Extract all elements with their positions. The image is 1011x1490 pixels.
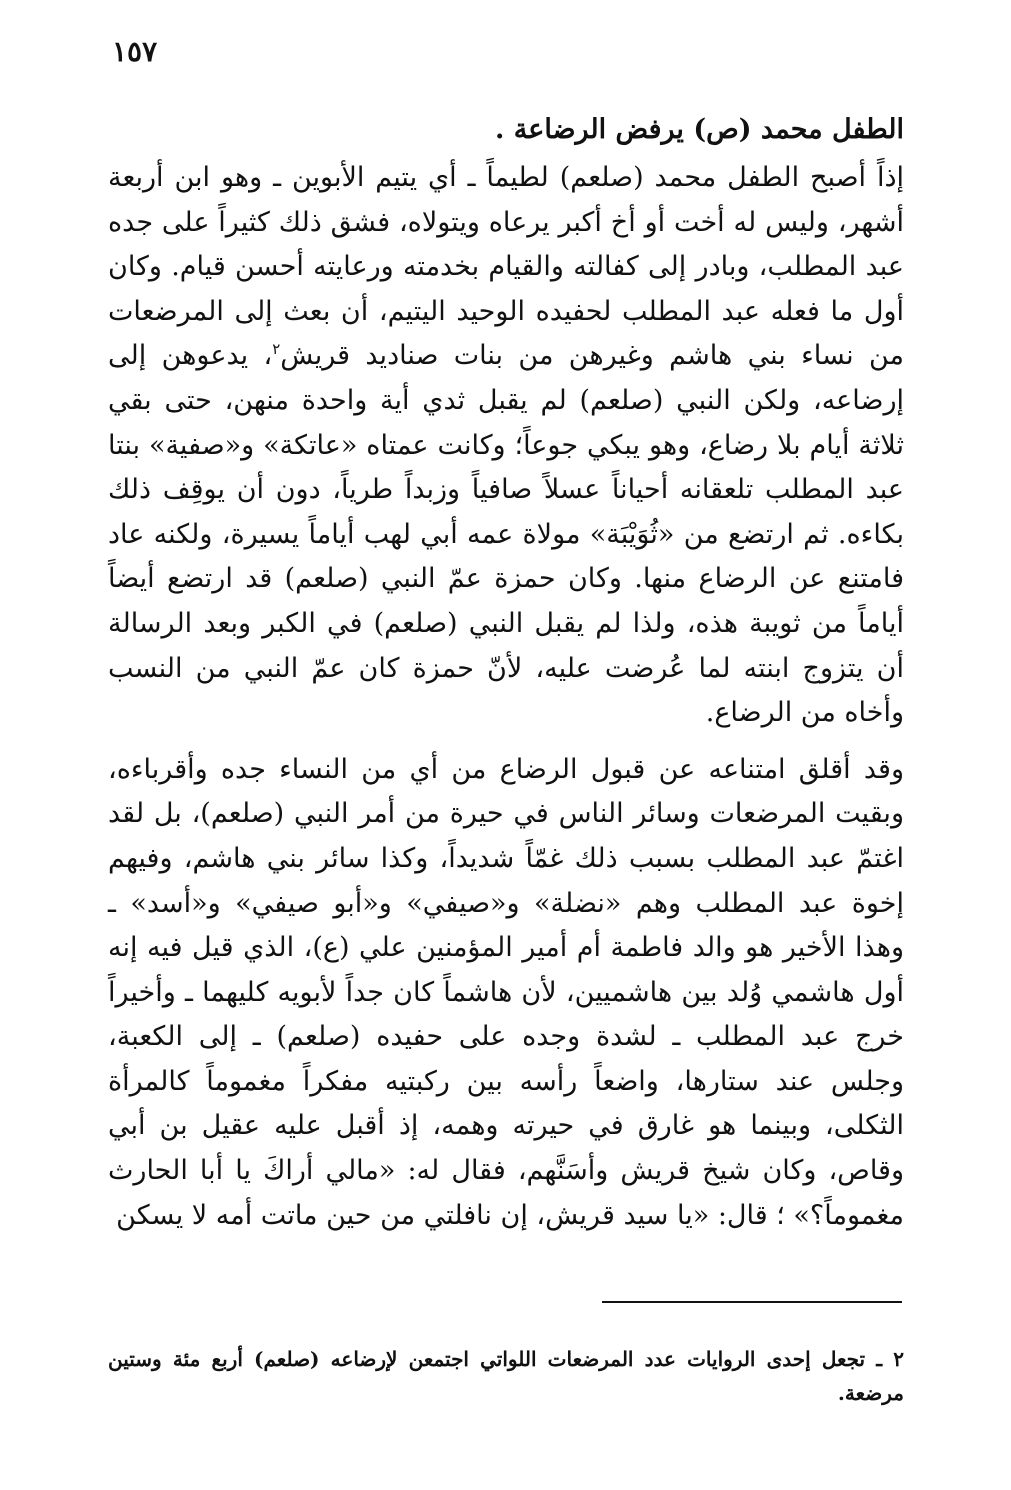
main-text xyxy=(108,108,904,1250)
footnote-divider xyxy=(602,1301,902,1303)
paragraph-1-text-a: إذاً أصبح الطفل محمد (صلعم) لطيماً ـ أي يتيم الأبوين ـ وهو ابن أربعة أشهر، وليس له أخت أو أخ أكبر يرعاه ويتولاه، فشق ذلك كثيراً على جده عبد المطلب، وبادر إلى كفالته والقيام بخدمته ورعايته أحسن قيام. وكان أول ما فعله عبد المطلب لحفيده الوحيد اليتيم، أن بعث إلى المرضعات من نساء بني هاشم وغيرهن من بنات صناديد قريش xyxy=(108,162,904,372)
paragraph-2: وقد أقلق امتناعه عن قبول الرضاع من أي من النساء جده وأقرباءه، وبقيت المرضعات وسائر الناس في حيرة من أمر النبي (صلعم)، بل لقد اغتمّ عبد المطلب بسبب ذلك غمّاً شديداً، وكذا سائر بني هاشم، وفيهم إخوة عبد المطلب وهم «نضلة» و«صيفي» و«أبو صيفي» و«أسد» ـ وهذا الأخير هو والد فاطمة أم أمير المؤمنين علي (ع)، الذي قيل فيه إنه أول هاشمي وُلد بين هاشميين، لأن هاشماً كان جداً لأبويه كليهما ـ وأخيراً خرج عبد المطلب ـ لشدة وجده على حفيده (صلعم) ـ إلى الكعبة، وجلس عند ستارها، واضعاً رأسه بين ركبتيه مفكراً مغموماً كالمرأة الثكلى، وبينما هو غارق في حيرته وهمه، إذ أقبل عليه عقيل بن أبي وقاص، وكان شيخ قريش وأسَنَّهم، فقال له: «مالي أراكَ يا أبا الحارث مغموماً؟» ؛ قال: «يا سيد قريش، إن نافلتي من حين ماتت أمه لا يسكن xyxy=(108,753,904,1231)
page-number: ١٥٧ xyxy=(112,35,158,68)
paragraph-1 xyxy=(108,156,904,736)
footnote-reference[interactable]: ٢ xyxy=(272,340,281,359)
footnote: ٢ ـ تجعل إحدى الروايات عدد المرضعات اللواتي اجتمعن لإرضاعه (صلعم) أربع مئة وستين مرضعة. xyxy=(108,1347,904,1405)
section-heading: الطفل محمد (ص) يرفض الرضاعة . xyxy=(494,114,904,145)
paragraph-1-text-b: ، يدعوهن إلى إرضاعه، ولكن النبي (صلعم) لم يقبل ثدي أية واحدة منهن، حتى بقي ثلاثة أيام بلا رضاع، وهو يبكي جوعاً؛ وكانت عمتاه «عاتكة» و«صفية» بنتا عبد المطلب تلعقانه أحياناً عسلاً صافياً وزبداً طرياً، دون أن يوقِف ذلك بكاءه. ثم ارتضع من «ثُوَيْبَة» مولاة عمه أبي لهب أياماً يسيرة، ولكنه عاد فامتنع عن الرضاع منها. وكان حمزة عمّ النبي (صلعم) قد ارتضع أيضاً أياماً من ثويبة هذه، ولذا لم يقبل النبي (صلعم) في الكبر وبعد الرسالة أن يتزوج ابنته لما عُرضت عليه، لأنّ حمزة كان عمّ النبي من النسب وأخاه من الرضاع. xyxy=(108,340,904,729)
